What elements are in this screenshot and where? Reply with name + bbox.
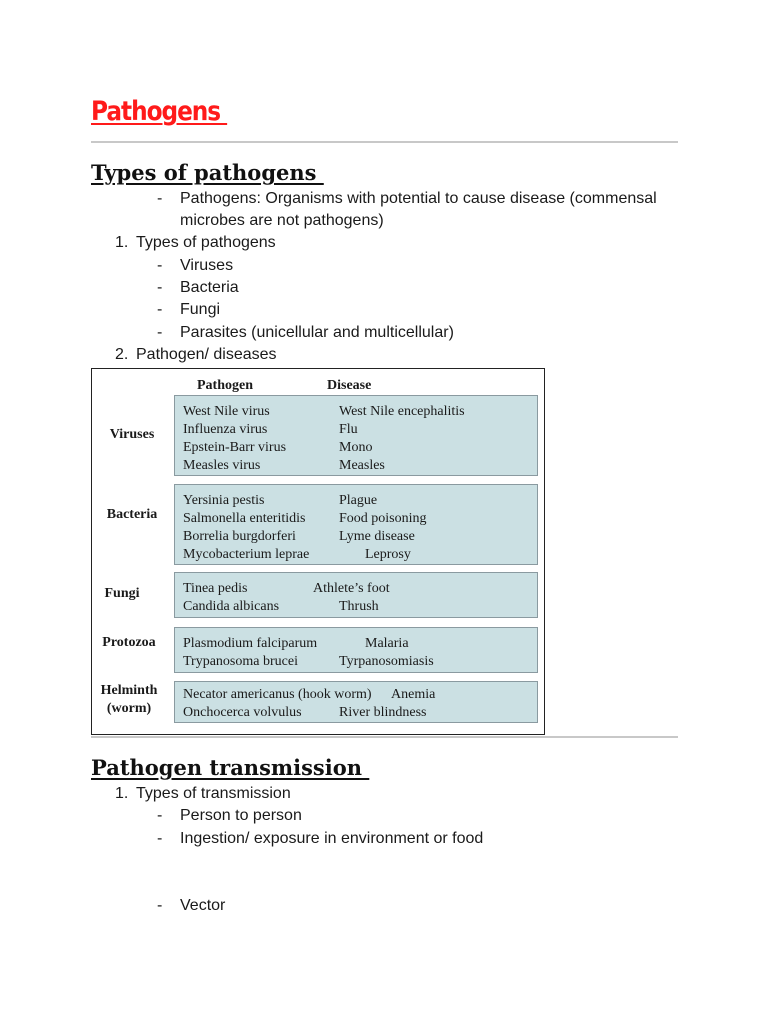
page-title: Pathogens: [91, 96, 228, 127]
divider: [91, 141, 678, 143]
list-item: Parasites (unicellular and multicellular): [180, 324, 454, 341]
list-item: Vector: [180, 897, 226, 914]
list-number: 1.: [115, 234, 129, 251]
group-box-bacteria: [174, 484, 538, 565]
list-item: Person to person: [180, 807, 302, 824]
section-heading-transmission: Pathogen transmission: [91, 755, 370, 780]
bullet-dash: -: [157, 279, 163, 296]
disease-name: Malaria: [365, 636, 409, 651]
list-item-pathogen-diseases: Pathogen/ diseases: [136, 346, 277, 363]
pathogen-name: West Nile virus: [183, 404, 270, 419]
group-box-protozoa: [174, 627, 538, 673]
disease-name: Flu: [339, 422, 358, 437]
group-label-bacteria: Bacteria: [106, 507, 158, 522]
disease-name: Measles: [339, 458, 385, 473]
pathogen-name: Onchocerca volvulus: [183, 705, 302, 720]
list-item: Fungi: [180, 301, 221, 318]
disease-name: Tyrpanosomiasis: [339, 654, 434, 669]
pathogen-name: Necator americanus (hook worm): [183, 687, 372, 702]
pathogen-disease-figure: [91, 368, 545, 735]
disease-name: Lyme disease: [339, 529, 415, 544]
disease-name: Athlete’s foot: [313, 581, 390, 596]
pathogen-name: Tinea pedis: [183, 581, 248, 596]
bullet-dash: -: [157, 324, 163, 341]
group-label-worm: (worm): [106, 701, 152, 716]
pathogen-name: Measles virus: [183, 458, 261, 473]
transmission-list: [0, 783, 768, 933]
disease-name: Leprosy: [365, 547, 411, 562]
list-number: 2.: [115, 346, 129, 363]
group-label-helminth: Helminth: [100, 683, 158, 698]
bullet-dash: -: [157, 807, 163, 824]
group-box-helminth: [174, 681, 538, 723]
disease-name: Anemia: [391, 687, 436, 702]
group-box-fungi: [174, 572, 538, 618]
pathogen-name: Salmonella enteritidis: [183, 511, 306, 526]
definition-text-line2: microbes are not pathogens): [180, 212, 384, 229]
disease-name: Food poisoning: [339, 511, 427, 526]
divider: [91, 736, 678, 738]
disease-name: Thrush: [339, 599, 379, 614]
disease-name: Mono: [339, 440, 373, 455]
bullet-dash: -: [157, 257, 163, 274]
group-label-protozoa: Protozoa: [102, 635, 156, 650]
pathogen-name: Epstein-Barr virus: [183, 440, 287, 455]
bullet-dash: -: [157, 301, 163, 318]
bullet-dash: -: [157, 190, 163, 207]
bullet-dash: -: [157, 897, 163, 914]
pathogen-name: Candida albicans: [183, 599, 280, 614]
disease-name: River blindness: [339, 705, 427, 720]
bullet-dash: -: [157, 830, 163, 847]
column-header-disease: Disease: [327, 378, 372, 393]
column-header-pathogen: Pathogen: [197, 378, 253, 393]
list-number: 1.: [115, 785, 129, 802]
group-label-viruses: Viruses: [109, 427, 155, 442]
pathogen-name: Plasmodium falciparum: [183, 636, 318, 651]
disease-name: West Nile encephalitis: [339, 404, 465, 419]
list-item: Ingestion/ exposure in environment or food: [180, 830, 484, 847]
pathogen-name: Mycobacterium leprae: [183, 547, 310, 562]
list-item: Viruses: [180, 257, 234, 274]
disease-name: Plague: [339, 493, 378, 508]
pathogen-name: Trypanosoma brucei: [183, 654, 298, 669]
list-item-types: Types of pathogens: [136, 234, 276, 251]
section-heading-types: Types of pathogens: [91, 160, 324, 185]
definition-text-line1: Pathogens: Organisms with potential to cause disease (commensal: [180, 190, 657, 207]
pathogen-name: Yersinia pestis: [183, 493, 265, 508]
group-box-viruses: [174, 395, 538, 476]
list-item: Bacteria: [180, 279, 239, 296]
list-item-types-of-transmission: Types of transmission: [136, 785, 291, 802]
pathogen-name: Borrelia burgdorferi: [183, 529, 296, 544]
group-label-fungi: Fungi: [104, 586, 140, 601]
pathogen-name: Influenza virus: [183, 422, 268, 437]
